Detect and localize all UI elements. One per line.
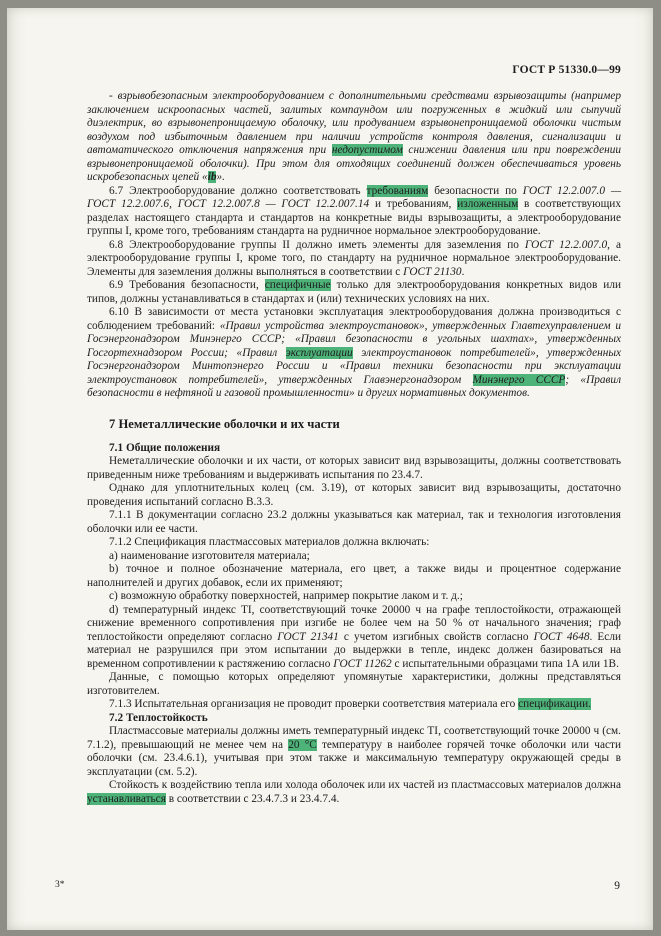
highlight-mark: Минэнерго СССР [472,373,566,386]
paragraph: 6.7 Электрооборудование должно соответствовать требованиям безопасности по ГОСТ 12.2.007.0 — ГОСТ 12.2.007.6, ГОСТ 12.2.007.8 — ГОСТ 12.2.007.14 и требованиям, изложенным в соответствующих разделах настоящего стандарта и стандартов на конкретные виды взрывозащиты, а электрооборудование группы I, кроме того, требованиям стандарта на рудничное нормальное электрооборудование. [87,184,621,237]
highlight-mark: ib [207,171,217,183]
paragraph: Пластмассовые материалы должны иметь температурный индекс TI, соответствующий точке 20000 ч (см. 7.1.2), превышающий не менее чем на 20 °С температуру в наиболее горячей точке оболочки или части оболочки (см. 23.4.6.1), учитывая при этом также и максимальную температуру окружающей среды в эксплуатации (см. 5.2). [87,725,622,778]
standard-code-header: ГОСТ Р 51330.0—99 [512,64,621,76]
paragraph: с) возможную обработку поверхностей, например покрытие лаком и т. д.; [109,590,463,602]
highlight-mark: спецификации. [518,698,591,710]
paragraph: Стойкость к воздействию тепла или холода оболочек или их частей из пластмассовых материалов должна устанавливаться в соответствии с 23.4.7.3 и 23.4.7.4. [87,779,621,805]
paragraph: - взрывобезопасным электрооборудованием с дополнительными средствами взрывозащиты (например заключением искроопасных частей, залитых компаундом или погруженных в жидкий или сыпучий диэлектрик, во взрывонепроницаемую оболочку, или продуванием взрывонепроницаемой оболочки чистым воздухом под избыточным давлением при наличии устройств контроля давления, сигнализации и автоматического отключения напряжения при недопустимом снижении давления или при повреждении взрывонепроницаемой оболочки). При этом для отходящих соединений должен обеспечиваться уровень искробезопасных цепей «ib». [87,90,621,183]
paragraph: 6.9 Требования безопасности, специфичные только для электрооборудования конкретных видов или типов, должны устанавливаться в стандартах и (или) технических условиях на них. [87,279,622,305]
paragraph: 6.8 Электрооборудование группы II должно иметь элементы для заземления по ГОСТ 12.2.007.0, а электрооборудование группы I, кроме того, по стандарту на рудничное нормальное электрооборудование. Элементы для заземления должны выполняться в соответствии с ГОСТ 21130. [87,238,622,278]
highlight-mark: устанавливаться [87,792,166,805]
paragraph: 7.1.1 В документации согласно 23.2 должны указываться как материал, так и технология изготовления оболочки или ее части. [87,509,621,535]
paragraph: Неметаллические оболочки и их части, от которых зависит вид взрывозащиты, должны соответствовать приведенным ниже требованиям и выдерживать испытания по 23.4.7. [87,455,621,481]
paragraph: d) температурный индекс TI, соответствующий точке 20000 ч на графе теплостойкости, отражающей снижение временного сопротивления при изгибе не более чем на 50 % от начального значения; граф теплостойкости определяют согласно ГОСТ 21341 с учетом изгибных свойств согласно ГОСТ 4648. Если материал не разрушился при этом испытании до выдержки в тепле, индекс должен базироваться на временном сопротивлении к растяжению согласно ГОСТ 11262 с испытательными образцами типа 1А или 1В. [87,603,621,670]
subsection-heading: 7.2 Теплостойкость [109,711,208,724]
document-page [7,8,653,930]
document-body [87,90,621,806]
paragraph: 6.10 В зависимости от места установки эксплуатация электрооборудования должна производиться с соблюдением требований: «Правил устройства электроустановок», утвержденных Главтехуправлением и Госэнергонадзором Минэнерго СССР; «Правил безопасности в угольных шахтах», утвержденных Госгортехнадзором России; «Правил эксплуатации электроустановок потребителей», утвержденных Госэнергонадзором Минтопэнерго России и «Правил техники безопасности при эксплуатации электроустановок потребителей», утвержденных Главэнергонадзором Минэнерго СССР; «Правил безопасности в нефтяной и газовой промышленности» и других нормативных документов. [87,306,622,399]
highlight-mark: требованиям [366,184,429,197]
highlight-mark: недопустимом [331,144,403,156]
paragraph: 7.1.3 Испытательная организация не проводит проверки соответствия материала его спецификации. [109,698,591,710]
highlight-mark: эксплуатации [285,346,353,359]
section-heading: 7 Неметаллические оболочки и их части [109,416,340,431]
subsection-heading: 7.1 Общие положения [109,441,221,454]
page-content [7,8,653,806]
page-number: 9 [614,880,620,892]
highlight-mark: изложенным [457,198,519,210]
paragraph: b) точное и полное обозначение материала, его цвет, а также виды и процентное содержание наполнителей и других добавок, если их применяют; [87,563,621,589]
paragraph: Данные, с помощью которых определяют упомянутые характеристики, должны представляться изготовителем. [87,671,621,697]
highlight-mark: 20 °С [288,738,317,751]
paragraph: а) наименование изготовителя материала; [109,549,310,562]
signature-mark: 3* [55,880,65,890]
paragraph: Однако для уплотнительных колец (см. 3.19), от которых зависит вид взрывозащиты, достаточно проведения испытаний согласно В.3.3. [87,482,621,508]
highlight-mark: специфичные [264,279,331,291]
paragraph: 7.1.2 Спецификация пластмассовых материалов должна включать: [109,536,430,548]
